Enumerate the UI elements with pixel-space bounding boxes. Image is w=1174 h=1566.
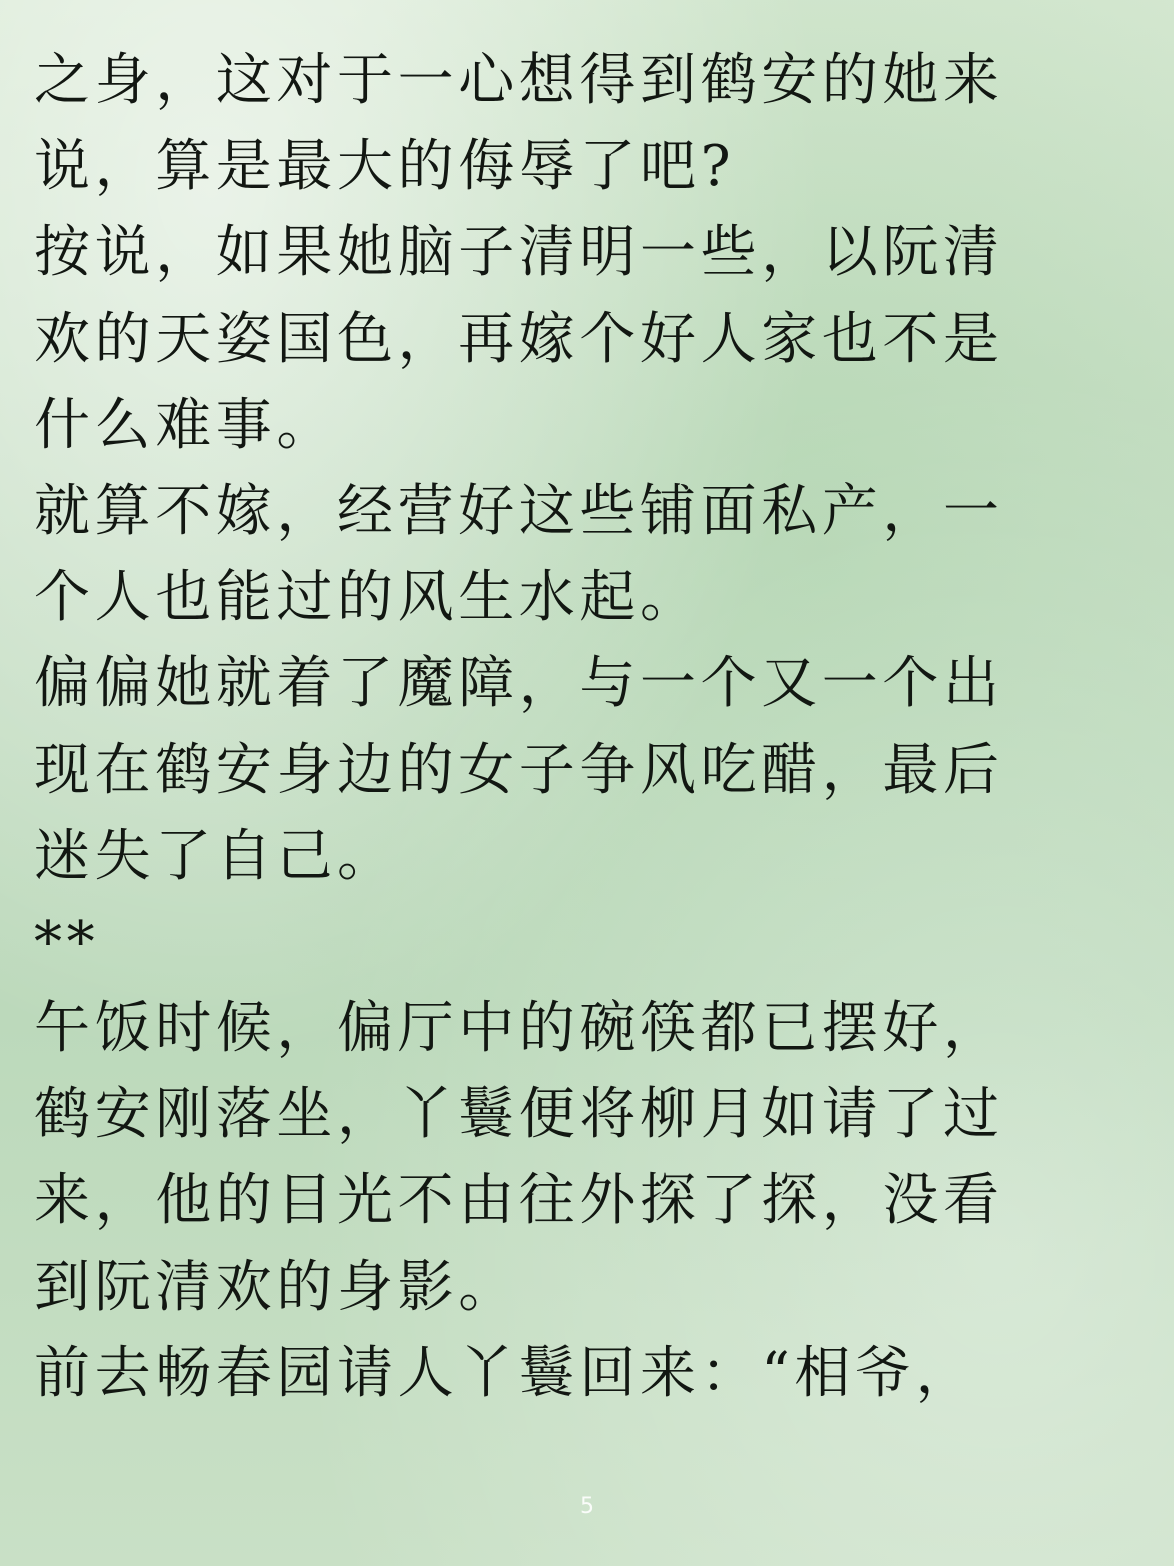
text-line: 按说，如果她脑子清明一些，以阮清 (34, 220, 1004, 286)
text-line: 前去畅春园请人丫鬟回来：“相爷， (34, 1340, 977, 1406)
text-line: 说，算是最大的侮辱了吧? (34, 134, 736, 200)
text-line: 午饭时候，偏厅中的碗筷都已摆好， (34, 996, 1004, 1062)
text-line: 之身，这对于一心想得到鹤安的她来 (34, 48, 1004, 113)
text-line: 现在鹤安身边的女子争风吃醋，最后 (34, 737, 1004, 803)
text-line: 什么难事。 (34, 392, 337, 458)
text-line: 偏偏她就着了魔障，与一个又一个出 (34, 651, 1004, 717)
text-line: 鹤安刚落坐，丫鬟便将柳月如请了过 (34, 1082, 1004, 1148)
body-text (34, 38, 1144, 1417)
text-line: 迷失了自己。 (34, 823, 398, 889)
text-line: 个人也能过的风生水起。 (34, 565, 701, 631)
page-number: 5 (580, 1494, 594, 1519)
section-break: ** (34, 909, 100, 975)
text-line: 欢的天姿国色，再嫁个好人家也不是 (34, 306, 1004, 372)
text-line: 就算不嫁，经营好这些铺面私产，一 (34, 478, 1004, 544)
text-line: 来，他的目光不由往外探了探，没看 (34, 1168, 1004, 1234)
text-line: 到阮清欢的身影。 (34, 1254, 519, 1320)
